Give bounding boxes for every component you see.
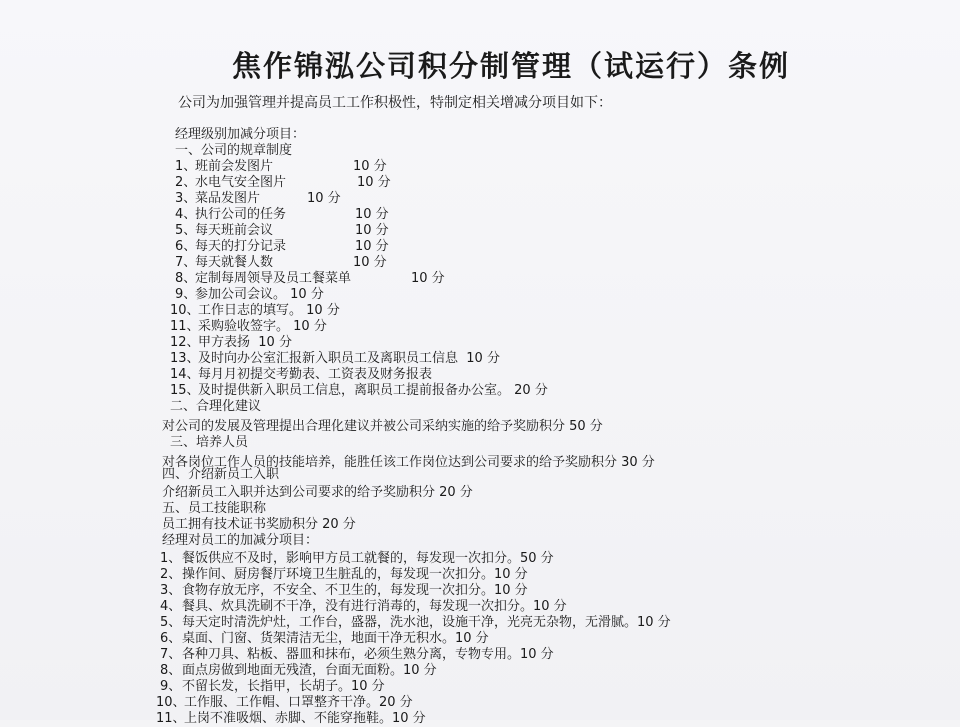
rule-item: 2、水电气安全图片 10 分: [175, 175, 391, 190]
section-heading: 一、公司的规章制度: [175, 143, 293, 158]
rule-item: 12、甲方表扬 10 分: [170, 335, 292, 350]
document-title: 焦作锦泓公司积分制管理（试运行）条例: [232, 49, 791, 83]
staff-item: 9、不留长发，长指甲，长胡子。10 分: [160, 679, 385, 694]
rule-item: 10、工作日志的填写。 10 分: [170, 303, 340, 318]
section-text: 员工拥有技术证书奖励积分 20 分: [162, 517, 356, 532]
staff-item: 8、面点房做到地面无残渣，台面无面粉。10 分: [160, 663, 437, 678]
rule-item: 5、每天班前会议 10 分: [175, 223, 389, 238]
rule-item: 6、每天的打分记录 10 分: [175, 239, 389, 254]
rule-item: 4、执行公司的任务 10 分: [175, 207, 389, 222]
rule-item: 14、每月月初提交考勤表、工资表及财务报表: [170, 367, 433, 382]
staff-item: 11、上岗不准吸烟、赤脚、不能穿拖鞋。10 分: [156, 711, 426, 726]
intro-text: 公司为加强管理并提高员工工作积极性，特制定相关增减分项目如下：: [178, 95, 612, 111]
rule-item: 15、及时提供新入职员工信息，离职员工提前报备办公室。 20 分: [170, 383, 548, 398]
manager-section-header: 经理级别加减分项目：: [175, 127, 306, 142]
section-heading: 五、员工技能职称: [162, 501, 267, 516]
staff-item: 7、各种刀具、粘板、器皿和抹布，必须生熟分离，专物专用。10 分: [160, 647, 554, 662]
staff-item: 2、操作间、厨房餐厅环境卫生脏乱的，每发现一次扣分。10 分: [160, 567, 528, 582]
staff-section-header: 经理对员工的加减分项目：: [162, 533, 319, 548]
rule-item: 11、采购验收签字。 10 分: [170, 319, 327, 334]
staff-item: 10、工作服、工作帽、口罩整齐干净。20 分: [156, 695, 413, 710]
staff-item: 6、桌面、门窗、货架清洁无尘，地面干净无积水。10 分: [160, 631, 489, 646]
rule-item: 13、及时向办公室汇报新入职员工及离职员工信息 10 分: [170, 351, 500, 366]
section-heading: 四、介绍新员工入职: [162, 467, 280, 482]
section-heading: 三、培养人员: [170, 435, 249, 450]
section-heading: 二、合理化建议: [170, 399, 262, 414]
staff-item: 5、每天定时清洗炉灶，工作台，盛器，洗水池，设施干净，光亮无杂物，无滑腻。10 分: [160, 615, 671, 630]
rule-item: 3、菜品发图片 10 分: [175, 191, 341, 206]
section-text: 介绍新员工入职并达到公司要求的给予奖励积分 20 分: [162, 485, 473, 500]
rule-item: 7、每天就餐人数 10 分: [175, 255, 387, 270]
rule-item: 1、班前会发图片 10 分: [175, 159, 387, 174]
rule-item: 9、参加公司会议。 10 分: [175, 287, 324, 302]
staff-item: 3、食物存放无序，不安全、不卫生的，每发现一次扣分。10 分: [160, 583, 528, 598]
staff-item: 1、餐饭供应不及时，影响甲方员工就餐的，每发现一次扣分。50 分: [160, 551, 554, 566]
section-text: 对公司的发展及管理提出合理化建议并被公司采纳实施的给予奖励积分 50 分: [162, 419, 603, 434]
staff-item: 4、餐具、炊具洗刷不干净，没有进行消毒的，每发现一次扣分。10 分: [160, 599, 567, 614]
rule-item: 8、定制每周领导及员工餐菜单 10 分: [175, 271, 445, 286]
section-text: 对各岗位工作人员的技能培养，能胜任该工作岗位达到公司要求的给予奖励积分 30 分: [162, 455, 655, 470]
